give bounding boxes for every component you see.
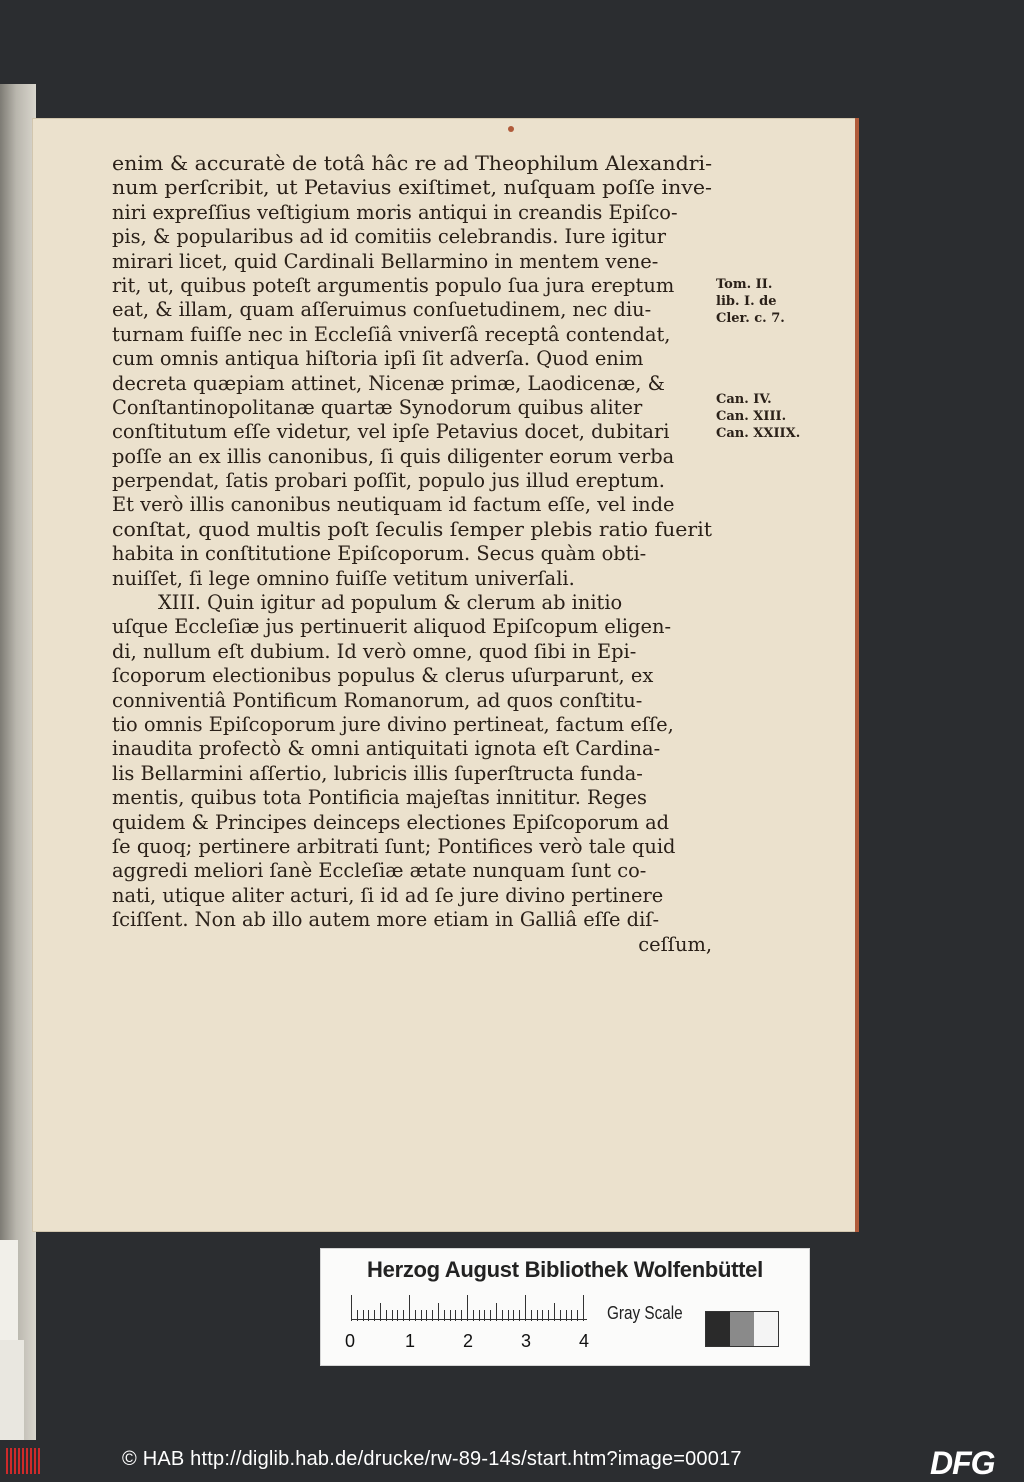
copyright-text: © HAB http://diglib.hab.de/drucke/rw-89-14s/start.htm?image=00017 xyxy=(122,1448,742,1470)
text-line: habita in conſtitutione Epiſcoporum. Secus quàm obti- xyxy=(112,542,647,566)
text-line: eat, & illam, quam aſſeruimus conſuetudinem, nec diu- xyxy=(112,298,652,322)
text-line: perpendat, ſatis probari poſſit, populo jus illud ereptum. xyxy=(112,469,665,493)
text-line: ſe quoq; pertinere arbitrati ſunt; Pontifices verò tale quid xyxy=(112,834,676,858)
ruler-number: 0 xyxy=(345,1331,356,1351)
margin-note: Can. IV. xyxy=(716,392,772,407)
text-line: mirari licet, quid Cardinali Bellarmino in mentem vene- xyxy=(112,249,659,273)
gray-step xyxy=(730,1312,754,1346)
barcode-bar xyxy=(30,1448,32,1474)
ruler-baseline xyxy=(351,1319,587,1320)
text-line: niri expreſſius veſtigium moris antiqui in creandis Epiſco- xyxy=(112,200,678,224)
text-line: num perſcribit, ut Petavius exiſtimet, nuſquam poſſe inve- xyxy=(112,176,713,200)
text-line: uſque Eccleſiæ jus pertinuerit aliquod Epiſcopum eligen- xyxy=(112,615,672,639)
text-line: conſtitutum eſſe videtur, vel ipſe Petavius docet, dubitari xyxy=(112,420,670,444)
ruler-tick xyxy=(525,1295,526,1321)
text-line: Conſtantinopolitanæ quartæ Synodorum quibus aliter xyxy=(112,395,643,419)
text-line: cum omnis antiqua hiſtoria ipſi ſit adverſa. Quod enim xyxy=(112,347,644,371)
text-line: rit, ut, quibus poteſt argumentis populo ſua jura ereptum xyxy=(112,273,675,297)
text-line: quidem & Principes deinceps electiones Epiſcoporum ad xyxy=(112,810,670,834)
footer-bar xyxy=(0,1440,1024,1482)
margin-note: Can. XIII. xyxy=(716,409,787,424)
barcode-bar xyxy=(38,1448,40,1474)
text-line: poſſe an ex illis canonibus, ſi quis diligenter eorum verba xyxy=(112,444,675,468)
text-line: nati, utique aliter acturi, ſi id ad ſe jure divino pertinere xyxy=(112,883,664,907)
page-text xyxy=(112,152,712,957)
text-line: XIII. Quin igitur ad populum & clerum ab initio xyxy=(158,591,623,615)
barcode-bar xyxy=(10,1448,12,1474)
dfg-logo: DFG xyxy=(930,1445,995,1481)
margin-note: Cler. c. 7. xyxy=(716,311,785,326)
text-line: Et verò illis canonibus neutiquam id factum eſſe, vel inde xyxy=(112,493,675,517)
text-line: pis, & popularibus ad id comitiis celebrandis. Iure igitur xyxy=(112,225,666,249)
ruler-number: 1 xyxy=(405,1331,416,1351)
barcode-bar xyxy=(26,1448,28,1474)
text-line: inaudita profectò & omni antiquitati ignota eſt Cardina- xyxy=(112,737,661,761)
barcode-icon xyxy=(6,1448,42,1474)
page-mark xyxy=(508,126,514,132)
text-line: nuiſſet, ſi lege omnino fuiſſe vetitum univerſali. xyxy=(112,566,575,590)
ruler-number: 3 xyxy=(521,1331,532,1351)
gray-scale-swatch xyxy=(705,1311,779,1347)
text-line: decreta quæpiam attinet, Nicenæ primæ, Laodicenæ, & xyxy=(112,371,665,395)
text-line: lis Bellarmini aſſertio, lubricis illis ſuperſtructa funda- xyxy=(112,761,643,785)
text-line: mentis, quibus tota Pontificia majeſtas innititur. Reges xyxy=(112,786,647,810)
page-red-edge xyxy=(855,118,859,1232)
ruler-tick xyxy=(583,1295,584,1321)
text-line: turnam fuiſſe nec in Eccleſiâ vniverſâ receptâ contendat, xyxy=(112,322,671,346)
margin-note: Can. XXIIX. xyxy=(716,426,801,441)
adjacent-page-edge xyxy=(0,84,36,1440)
ruler-number: 4 xyxy=(579,1331,590,1351)
margin-note: Tom. II. xyxy=(716,277,773,292)
scale-ruler xyxy=(351,1293,587,1321)
margin-notes xyxy=(716,276,816,442)
barcode-bar xyxy=(34,1448,36,1474)
adjacent-page-strip-lower xyxy=(0,1340,24,1440)
ruler-tick xyxy=(351,1295,352,1321)
gray-step xyxy=(754,1312,778,1346)
ruler-tick xyxy=(409,1295,410,1321)
text-line: di, nullum eſt dubium. Id verò omne, quod ſibi in Epi- xyxy=(112,639,637,663)
color-calibration-card xyxy=(320,1248,810,1366)
catchword: ceſſum, xyxy=(638,932,712,956)
barcode-bar xyxy=(22,1448,24,1474)
text-line: ſcoporum electionibus populus & clerus uſurparunt, ex xyxy=(112,664,654,688)
ruler-tick xyxy=(467,1295,468,1321)
gray-scale-label: Gray Scale xyxy=(607,1303,683,1323)
margin-note-spacer xyxy=(716,327,816,391)
barcode-bar xyxy=(6,1448,8,1474)
gray-step xyxy=(706,1312,730,1346)
barcode-bar xyxy=(14,1448,16,1474)
text-line: ſciſſent. Non ab illo autem more etiam in Galliâ eſſe diſ- xyxy=(112,908,660,932)
library-title: Herzog August Bibliothek Wolfenbüttel xyxy=(367,1257,763,1282)
text-line: enim & accuratè de totâ hâc re ad Theophilum Alexandri- xyxy=(112,152,712,175)
barcode-bar xyxy=(18,1448,20,1474)
text-line: tio omnis Epiſcoporum jure divino pertineat, factum eſſe, xyxy=(112,712,674,736)
text-line: aggredi meliori ſanè Eccleſiæ ætate nunquam ſunt co- xyxy=(112,859,647,883)
text-line: conniventiâ Pontificum Romanorum, ad quos conſtitu- xyxy=(112,688,643,712)
text-line: conſtat, quod multis poſt ſeculis ſemper plebis ratio fuerit xyxy=(112,517,712,541)
ruler-number: 2 xyxy=(463,1331,474,1351)
margin-note: lib. I. de xyxy=(716,294,777,309)
